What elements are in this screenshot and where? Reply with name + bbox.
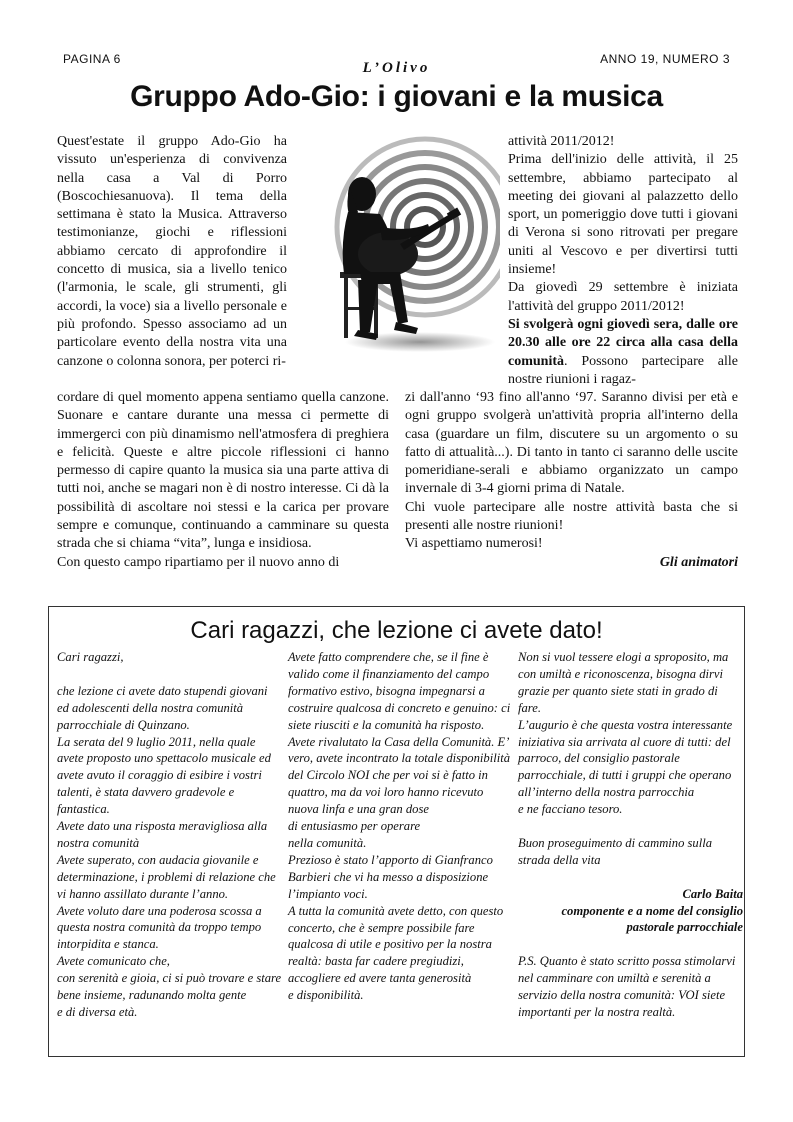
letter-paragraph: Avete dato una risposta meravigliosa alla nostra comunità [57,819,268,850]
paragraph: Con questo campo ripartiamo per il nuovo anno di [57,554,340,570]
paragraph: Quest'estate il gruppo Ado-Gio ha vissuto un'esperienza di convivenza nella casa a Val di Porro (Boscochiesanuova). Il tema della settimana è stato la Musica. Attraverso testimonianze, giochi e riflessioni abbiamo cercato di approfondire il concetto di musica, sia a livello tenico (l'armonia, le scale, gli strumenti, gli accordi, la voce) sia a livello personale e più profondo. Spesso associamo ad un particolare evento della nostra vita una canzone o colonna sonora, per poterci ri- [57,134,287,369]
meeting-time: Si svolgerà ogni giovedì sera, dalle ore 20.30 alle ore 22 circa alla casa della comunità [508,316,738,369]
letter-paragraph: che lezione ci avete dato stupendi giovani ed adolescenti della nostra comunità parrocchiale di Quinzano. [57,683,268,732]
letter-paragraph: all’interno della nostra parrocchia [518,785,695,800]
letter-title: Cari ragazzi, che lezione ci avete dato! [190,617,603,644]
letter-paragraph: A tutta la comunità avete detto, con questo concerto, che è sempre possibile fare qualcosa di utile e positivo per la nostra realtà: basta far cadere pregiudizi, accogliere ed avere tanta generosità [288,903,504,986]
letter-box [48,606,745,1057]
spacer [518,869,743,886]
article-col-left-bottom [57,389,389,572]
article-title: Gruppo Ado-Gio: i giovani e la musica [130,80,663,113]
signature-role: componente e a nome del consiglio pastorale parrocchiale [561,903,743,935]
letter-paragraph [518,818,743,835]
letter-col-2 [288,649,513,1004]
article-signature: Gli animatori [659,554,738,570]
paragraph-text: . Possono partecipare alle nostre riunioni i ragaz- [508,353,738,387]
letter-paragraph: Cari ragazzi, [57,650,124,664]
letter-paragraph: La serata del 9 luglio 2011, nella quale avete proposto uno spettacolo musicale ed avete avuto il coraggio di esibire i vostri talenti, è stata davvero gradevole e fantastica. [57,734,271,817]
letter-col-3-paras [518,649,743,869]
spacer [518,936,743,953]
letter-paragraph: Avete comunicato che, [57,954,170,969]
letter-paragraph [57,666,282,683]
paragraph: Vi aspettiamo numerosi! [405,536,543,552]
letter-paragraph: Prezioso è stato l’apporto di Gianfranco Barbieri che vi ha messo a disposizione l’impianto voci. [288,852,493,901]
page-number: PAGINA 6 [63,52,121,66]
letter-paragraph: e disponibilità. [288,988,364,1003]
guitar-player-silhouette-icon [300,132,500,357]
article-col-right-top [508,133,738,389]
signature-name: Carlo Baita [682,886,743,901]
paragraph: Da giovedì 29 settembre è iniziata l'attività del gruppo 2011/2012! [508,280,738,314]
article-col-left-top [57,133,287,371]
paragraph: cordare di quel momento appena sentiamo quella canzone. Suonare e cantare durante una messa ci permette di immergerci con più dinamismo nell'atmosfera di preghiera e felicità. Queste e altre piccole riflessioni ci hanno permesso di capire quanto la musica sia una parte attiva di tutti noi, anche se magari non è di nostro interesse. Ci dà la possibilità di ascoltare noi stessi e la carica per provare sempre e comunque, continuando a camminare su questa strada che si chiama “vita”, lunga e insidiosa. [57,390,389,552]
letter-paragraph: e di diversa età. [57,1005,138,1020]
letter-paragraph: nella comunità. [288,835,367,850]
letter-paragraph: Avete fatto comprendere che, se il fine è valido come il finanziamento del campo formativo estivo, bisogna impegnarsi a costruire qualcosa di concreto e genuino: ci siete riusciti e la comunità ha risposto. [288,650,511,732]
paragraph: attività 2011/2012! [508,134,615,149]
paragraph: Prima dell'inizio delle attività, il 25 settembre, abbiamo partecipato al meeting dei giovani al palazzetto dello sport, un pomeriggio dove tutti i giovani di Verona si sono ritrovati per pregare uniti al Vescovo e per divertirsi tutti insieme! [508,152,738,278]
letter-paragraph: Buon proseguimento di cammino sulla strada della vita [518,835,713,867]
paragraph: Chi vuole partecipare alle nostre attività basta che si presenti alle nostre riunioni! [405,499,738,534]
letter-col-1 [57,649,282,1021]
letter-paragraph: Avete superato, con audacia giovanile e determinazione, i problemi di relazione che vi hanno assillato durante l’anno. [57,852,276,901]
article-col-right-bottom [405,389,738,572]
paragraph [508,316,738,389]
letter-col-3 [518,649,743,1021]
letter-paragraph: Non si vuol tessere elogi a sproposito, ma con umiltà e riconoscenza, bisogna dirvi grazie per quanto siete stati in grado di fare. [518,650,729,715]
letter-paragraph: Avete rivalutato la Casa della Comunità. E’ vero, avete incontrato la totale disponibilità del Circolo NOI che per voi si è fatto in quattro, ma da voi loro hanno ricevuto nuova linfa e una gran dose [288,734,510,817]
postscript: P.S. Quanto è stato scritto possa stimolarvi nel camminare con umiltà e serenità a servizio della nostra comunità: VOI siete importanti per la nostra realtà. [518,954,736,1019]
letter-paragraph: di entusiasmo per operare [288,819,421,834]
masthead: L’Olivo [362,60,431,76]
letter-paragraph: Avete voluto dare una poderosa scossa a questa nostra comunità da troppo tempo intorpidita e stanca. [57,903,262,952]
letter-paragraph: e ne facciano tesoro. [518,802,623,817]
paragraph: zi dall'anno ‘93 fino all'anno ‘97. Saranno divisi per età e ogni gruppo svolgerà un'attività propria all'interno della casa (guardare un film, discutere su un argomento o su fatto di attualità...). Di tanto in tanto ci saranno delle uscite pomeridiane-serali e abbiamo organizzato un campo invernale di 3-4 giorni prima di Natale. [405,390,738,497]
letter-paragraph: con serenità e gioia, ci si può trovare e stare bene insieme, radunando molta gente [57,971,282,1003]
letter-paragraph: L’augurio è che questa vostra interessante iniziativa sia arrivata al cuore di tutti: del parroco, del consiglio pastorale parrocchiale, di tutti i gruppi che operano [518,717,733,783]
issue-number: ANNO 19, NUMERO 3 [600,52,730,66]
